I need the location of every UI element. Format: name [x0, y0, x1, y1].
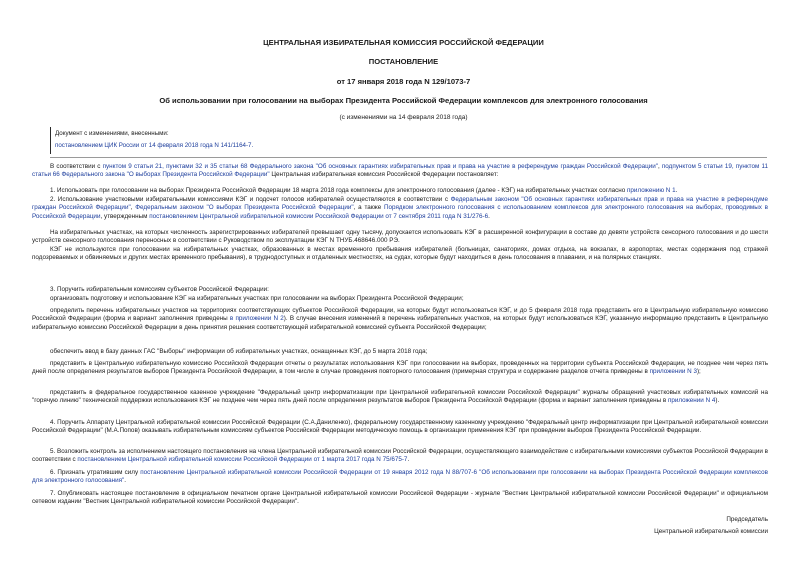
paragraph-item-5 [32, 448, 768, 465]
amendment-link[interactable]: постановлением ЦИК России от 14 февраля 2018 года N 141/1164-7. [55, 142, 254, 149]
document-link[interactable]: Федеральным законом "О выборах Президента Российской Федерации" [135, 204, 354, 212]
paragraph-text: , [130, 204, 136, 212]
paragraph-text: ). [715, 397, 720, 405]
paragraph-text: . [124, 477, 126, 485]
document-link[interactable]: пунктом 9 статьи 21, пунктами 32 и 35 статьи 68 Федерального закона "Об основных гарантиях избирательных прав и права на участие в референдуме граждан Российской Федерации" [102, 163, 658, 170]
paragraph-text: На избирательных участках, на которых численность зарегистрированных избирателей превышает одну тысячу, допускается использовать КЭГ в расширенной конфигурации в составе до девяти устройств сенсорного голосования и до шести устройств сенсорного голосования переносных в соответствии с Руководством по эксплуатации КЭГ N ТНУБ.468646.000 РЭ. [32, 229, 768, 245]
document-type: ПОСТАНОВЛЕНИЕ [368, 57, 439, 66]
document-link[interactable]: постановлением Центральной избирательной комиссии Российской Федерации от 7 сентября 2011 года N 31/276-6 [149, 212, 489, 220]
paragraph-text: определить перечень избирательных участков на территориях соответствующих субъектов Российской Федерации, на которых будут использоваться КЭГ, и до 5 февраля 2018 года представить его в Центральную избирательную комиссию Российской Федерации (форма и вариант заполнения приведены [32, 307, 768, 323]
paragraph-define-list [32, 307, 768, 332]
paragraph-text: представить в Центральную избирательную комиссию Российской Федерации отчеты о результатах использования КЭГ при голосовании на выборах, проведенных на территории субъекта Российской Федерации, не позднее чем через пять дней после определения результатов выборов Президента Российской Федерации, в том числе в случае проведения повторного голосования (примерная структура и содержание разделов отчета приведены в [32, 360, 768, 376]
paragraph-text: 3. Поручить избирательным комиссиям субъектов Российской Федерации: [50, 286, 269, 293]
paragraph-item-6 [32, 469, 768, 486]
document-date-number: от 17 января 2018 года N 129/1073-7 [336, 77, 471, 86]
paragraph-extended-config [32, 229, 768, 246]
document-link[interactable]: приложению N 1 [627, 187, 676, 194]
signature-organization: Центральной избирательной комиссии [654, 528, 768, 535]
paragraph-text: , [657, 163, 662, 170]
document-link[interactable]: постановлением Центральной избирательной комиссии Российской Федерации от 1 марта 2017 года N 75/675-7 [77, 456, 408, 464]
amendments-box-title: Документ с изменениями, внесенными: [55, 130, 169, 137]
document-link[interactable]: Федеральным законом "Об основных гарантиях избирательных прав и права на участие в референдуме граждан Российской Федерации" [32, 196, 768, 212]
paragraph-text: 4. Поручить Аппарату Центральной избирательной комиссии Российской Федерации (С.А.Даниленко), федеральному государственному казенному учреждению "Федеральный центр информатизации при Центральной избирательной комиссии Российской Федерации" (М.А.Попов) оказывать избирательным комиссиям субъектов Российской Федерации методическую помощь в организации применения КЭГ при проведении выборов Президента Российской Федерации. [32, 419, 768, 435]
amendments-box [50, 127, 431, 154]
paragraph-text: , утвержденным [100, 212, 150, 220]
paragraph-hotline [32, 389, 768, 406]
paragraph-text: ). В случае внесения изменений в перечень избирательных участков, на которых будут использоваться КЭГ, указанную информацию представить в Центральную избирательную комиссию Российской Федерации в день принятия решения соответствующей избирательной комиссией субъекта Российской Федерации; [32, 315, 768, 331]
paragraph-text: . [407, 456, 410, 464]
document-link[interactable]: приложении N 3 [649, 368, 697, 376]
paragraph-item-3 [32, 286, 768, 294]
signature-title: Председатель [726, 516, 768, 523]
paragraph-text: организовать подготовку и использование КЭГ на избирательных участках при голосовании на выборах Президента Российской Федерации; [50, 295, 464, 302]
document-title: Об использовании при голосовании на выборах Президента Российской Федерации комплексов для электронного голосования [159, 96, 648, 105]
document-link[interactable]: Порядком электронного голосования с использованием комплексов для электронного голосования на выборах, проводимых в Российской Федерации [32, 204, 769, 220]
paragraph-text: 2. Использование участковыми избирательными комиссиями КЭГ и подсчет голосов избирателей осуществляются в соответствии с [50, 196, 451, 203]
paragraph-preamble [32, 163, 768, 180]
amendments-note: (с изменениями на 14 февраля 2018 года) [339, 114, 468, 121]
paragraph-gas-vybory [32, 348, 768, 356]
paragraph-text: 7. Опубликовать настоящее постановление в официальном печатном органе Центральной избирательной комиссии Российской Федерации - журнале "Вестник Центральной избирательной комиссии Российской Федерации" и официальном сетевом издании "Вестник Центральной избирательной комиссии Российской Федерации". [32, 490, 768, 506]
paragraph-text: 5. Возложить контроль за исполнением настоящего постановления на члена Центральной избирательной комиссии Российской Федерации, осуществляющего взаимодействие с избирательными комиссиями субъектов Российской Федерации в соответствии с [32, 448, 768, 464]
commission-heading: ЦЕНТРАЛЬНАЯ ИЗБИРАТЕЛЬНАЯ КОМИССИЯ РОССИЙСКОЙ ФЕДЕРАЦИИ [263, 38, 544, 47]
document-link[interactable]: подпунктом 5 статьи 19, пунктом 11 статьи 66 Федерального закона "О выборах Президента Российской Федерации" [32, 163, 768, 179]
paragraph-text: КЭГ не используются при голосовании на избирательных участках, образованных в местах временного пребывания избирателей (больницах, санаториях, домах отдыха, на вокзалах, в аэропортах, местах содержания под стражей подозреваемых и обвиняемых и других местах временного пребывания), в труднодоступных и отдаленных местностях, на судах, которые будут находиться в день голосования в плавании, и на полярных станциях. [32, 246, 768, 262]
paragraph-item-4 [32, 419, 768, 436]
paragraph-text: 1. Использовать при голосовании на выборах Президента Российской Федерации 18 марта 2018 года комплексы для электронного голосования (далее - КЭГ) на избирательных участках согласно [50, 187, 628, 194]
paragraph-organize [32, 295, 768, 303]
document-link[interactable]: постановление Центральной избирательной комиссии Российской Федерации от 19 января 2012 года N 88/707-6 "Об использовании при голосовании на выборах Президента Российской Федерации комплексов для электронного голосования" [32, 469, 768, 485]
paragraph-reports [32, 360, 768, 377]
paragraph-text: 6. Признать утратившим силу [50, 469, 141, 476]
paragraph-text: В соответствии с [50, 163, 103, 170]
paragraph-text: , а также [353, 204, 385, 212]
paragraph-text: . [675, 187, 678, 194]
paragraph-item-7 [32, 490, 768, 507]
paragraph-text: обеспечить ввод в базу данных ГАС "Выборы" информации об избирательных участках, оснащенных КЭГ, до 5 марта 2018 года; [50, 348, 428, 355]
divider [50, 157, 767, 158]
paragraph-item-1 [32, 187, 768, 195]
paragraph-text: . [488, 212, 490, 220]
document-link[interactable]: в приложении N 2 [229, 315, 284, 323]
paragraph-text: ); [696, 368, 701, 376]
paragraph-item-2 [32, 196, 768, 221]
paragraph-text: Центральная избирательная комиссия Российской Федерации постановляет: [269, 171, 499, 179]
paragraph-exclusions [32, 246, 768, 263]
paragraph-text: представить в федеральное государственное казенное учреждение "Федеральный центр информатизации при Центральной избирательной комиссии Российской Федерации" журналы обращений участковых избирательных комиссий на "горячую линию" технической поддержки использования КЭГ не позднее чем через пять дней после определения результатов выборов Президента Российской Федерации (форма и вариант заполнения приведены в [32, 389, 768, 405]
document-link[interactable]: приложении N 4 [667, 397, 716, 405]
